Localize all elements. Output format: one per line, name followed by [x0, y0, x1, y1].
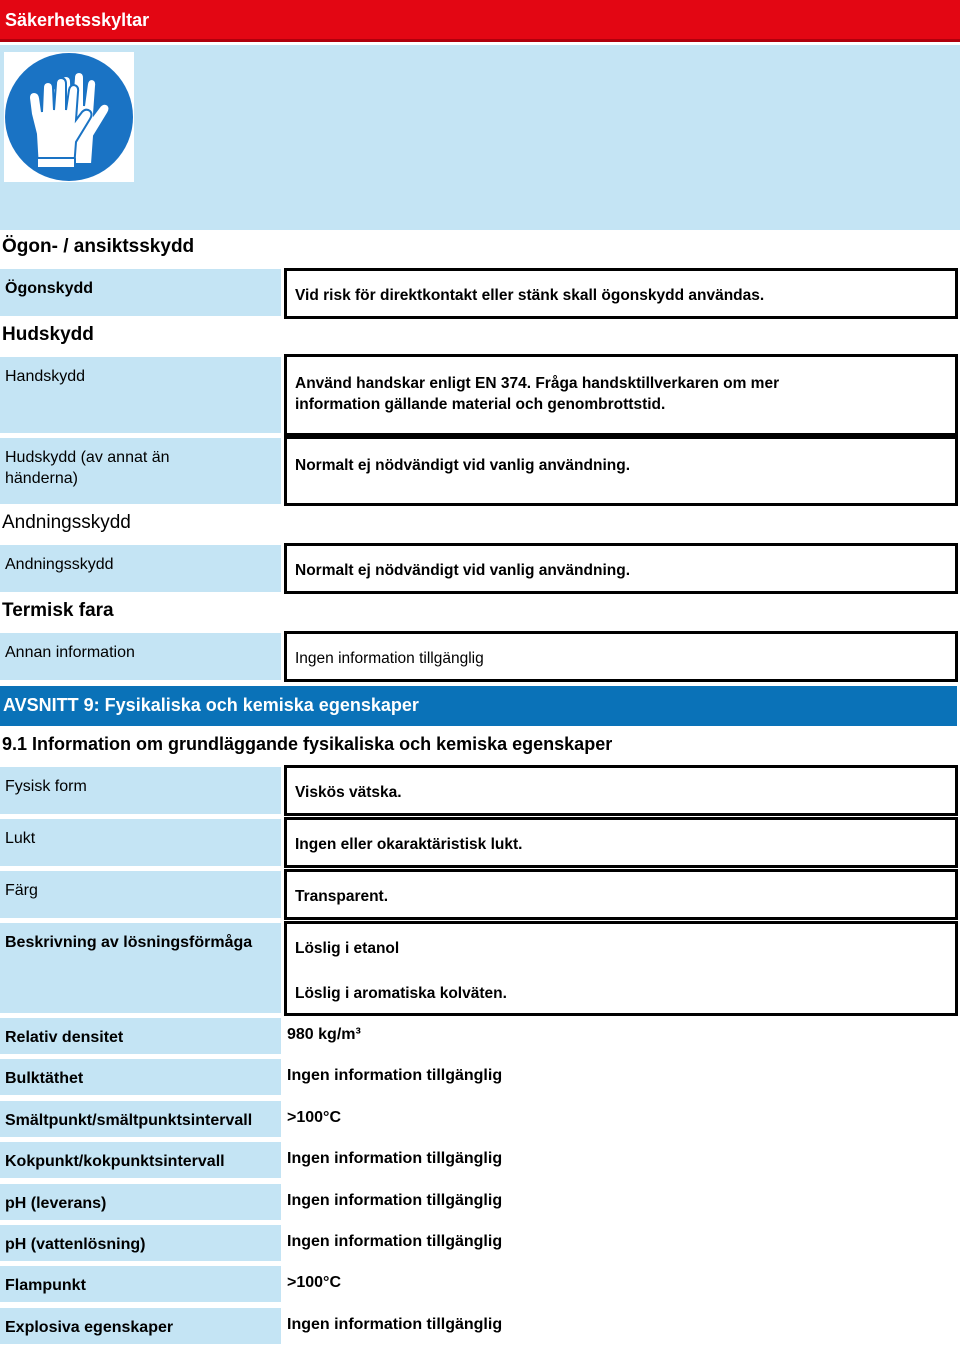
skin-protection-heading: Hudskydd	[2, 324, 94, 345]
respiratory-label: Andningsskydd	[0, 545, 281, 592]
ph-solution-label: pH (vattenlösning)	[0, 1225, 281, 1261]
respiratory-text: Normalt ej nödvändigt vid vanlig användning.	[295, 562, 631, 579]
odour-text: Ingen eller okaraktäristisk lukt.	[295, 836, 523, 853]
flash-point-label: Flampunkt	[0, 1266, 281, 1302]
melting-point-label: Smältpunkt/smältpunktsintervall	[0, 1101, 281, 1137]
other-skin-protection-label	[0, 438, 281, 504]
respiratory-heading: Andningsskydd	[2, 512, 131, 533]
other-skin-protection-value	[284, 436, 958, 506]
hand-protection-value	[284, 354, 958, 436]
thermal-hazard-heading: Termisk fara	[2, 600, 114, 621]
physical-form-label: Fysisk form	[0, 767, 281, 814]
boiling-point-label: Kokpunkt/kokpunktsintervall	[0, 1142, 281, 1178]
relative-density-value: 980 kg/m³	[287, 1026, 361, 1043]
section-9-header: AVSNITT 9: Fysikaliska och kemiska egenskaper	[0, 686, 957, 726]
other-skin-label-1: Hudskydd (av annat än	[5, 449, 170, 466]
bulk-density-label: Bulktäthet	[0, 1059, 281, 1095]
solubility-value	[284, 921, 958, 1016]
ph-delivery-label: pH (leverans)	[0, 1184, 281, 1220]
protective-gloves-icon	[4, 52, 134, 182]
ph-delivery-value: Ingen information tillgänglig	[287, 1192, 503, 1209]
odour-label: Lukt	[0, 819, 281, 866]
hand-protection-text-2: information gällande material och genombrottstid.	[295, 396, 666, 413]
physical-form-value	[284, 765, 958, 816]
eye-protection-label: Ögonskydd	[0, 269, 281, 316]
colour-value	[284, 869, 958, 920]
colour-label: Färg	[0, 871, 281, 918]
eye-protection-heading: Ögon- / ansiktsskydd	[2, 236, 195, 257]
hand-protection-label: Handskydd	[0, 357, 281, 433]
boiling-point-value: Ingen information tillgänglig	[287, 1150, 503, 1167]
ph-solution-value: Ingen information tillgänglig	[287, 1233, 503, 1250]
thermal-label: Annan information	[0, 633, 281, 680]
melting-point-value: >100°C	[287, 1109, 341, 1126]
eye-protection-text: Vid risk för direktkontakt eller stänk skall ögonskydd användas.	[295, 287, 765, 304]
thermal-text: Ingen information tillgänglig	[295, 650, 484, 667]
respiratory-value	[284, 543, 958, 594]
relative-density-label: Relativ densitet	[0, 1018, 281, 1054]
solubility-text-1: Löslig i etanol	[295, 940, 400, 957]
flash-point-value: >100°C	[287, 1274, 341, 1291]
eye-protection-value	[284, 268, 958, 319]
physical-form-text: Viskös vätska.	[295, 784, 402, 801]
colour-text: Transparent.	[295, 888, 389, 905]
safety-sign-panel	[0, 45, 960, 230]
section-title: Säkerhetsskyltar	[5, 10, 150, 30]
solubility-label: Beskrivning av lösningsförmåga	[0, 923, 281, 1013]
other-skin-protection-text: Normalt ej nödvändigt vid vanlig användning.	[295, 457, 631, 474]
odour-value	[284, 817, 958, 868]
section-header-bar	[0, 0, 960, 42]
bulk-density-value: Ingen information tillgänglig	[287, 1067, 503, 1084]
explosive-properties-label: Explosiva egenskaper	[0, 1308, 281, 1344]
explosive-properties-value: Ingen information tillgänglig	[287, 1316, 503, 1333]
solubility-text-2: Löslig i aromatiska kolväten.	[295, 985, 507, 1002]
thermal-value	[284, 631, 958, 682]
hand-protection-text-1: Använd handskar enligt EN 374. Fråga handsktillverkaren om mer	[295, 375, 780, 392]
other-skin-label-2: händerna)	[5, 470, 78, 487]
section-9-1-heading: 9.1 Information om grundläggande fysikaliska och kemiska egenskaper	[2, 734, 613, 754]
